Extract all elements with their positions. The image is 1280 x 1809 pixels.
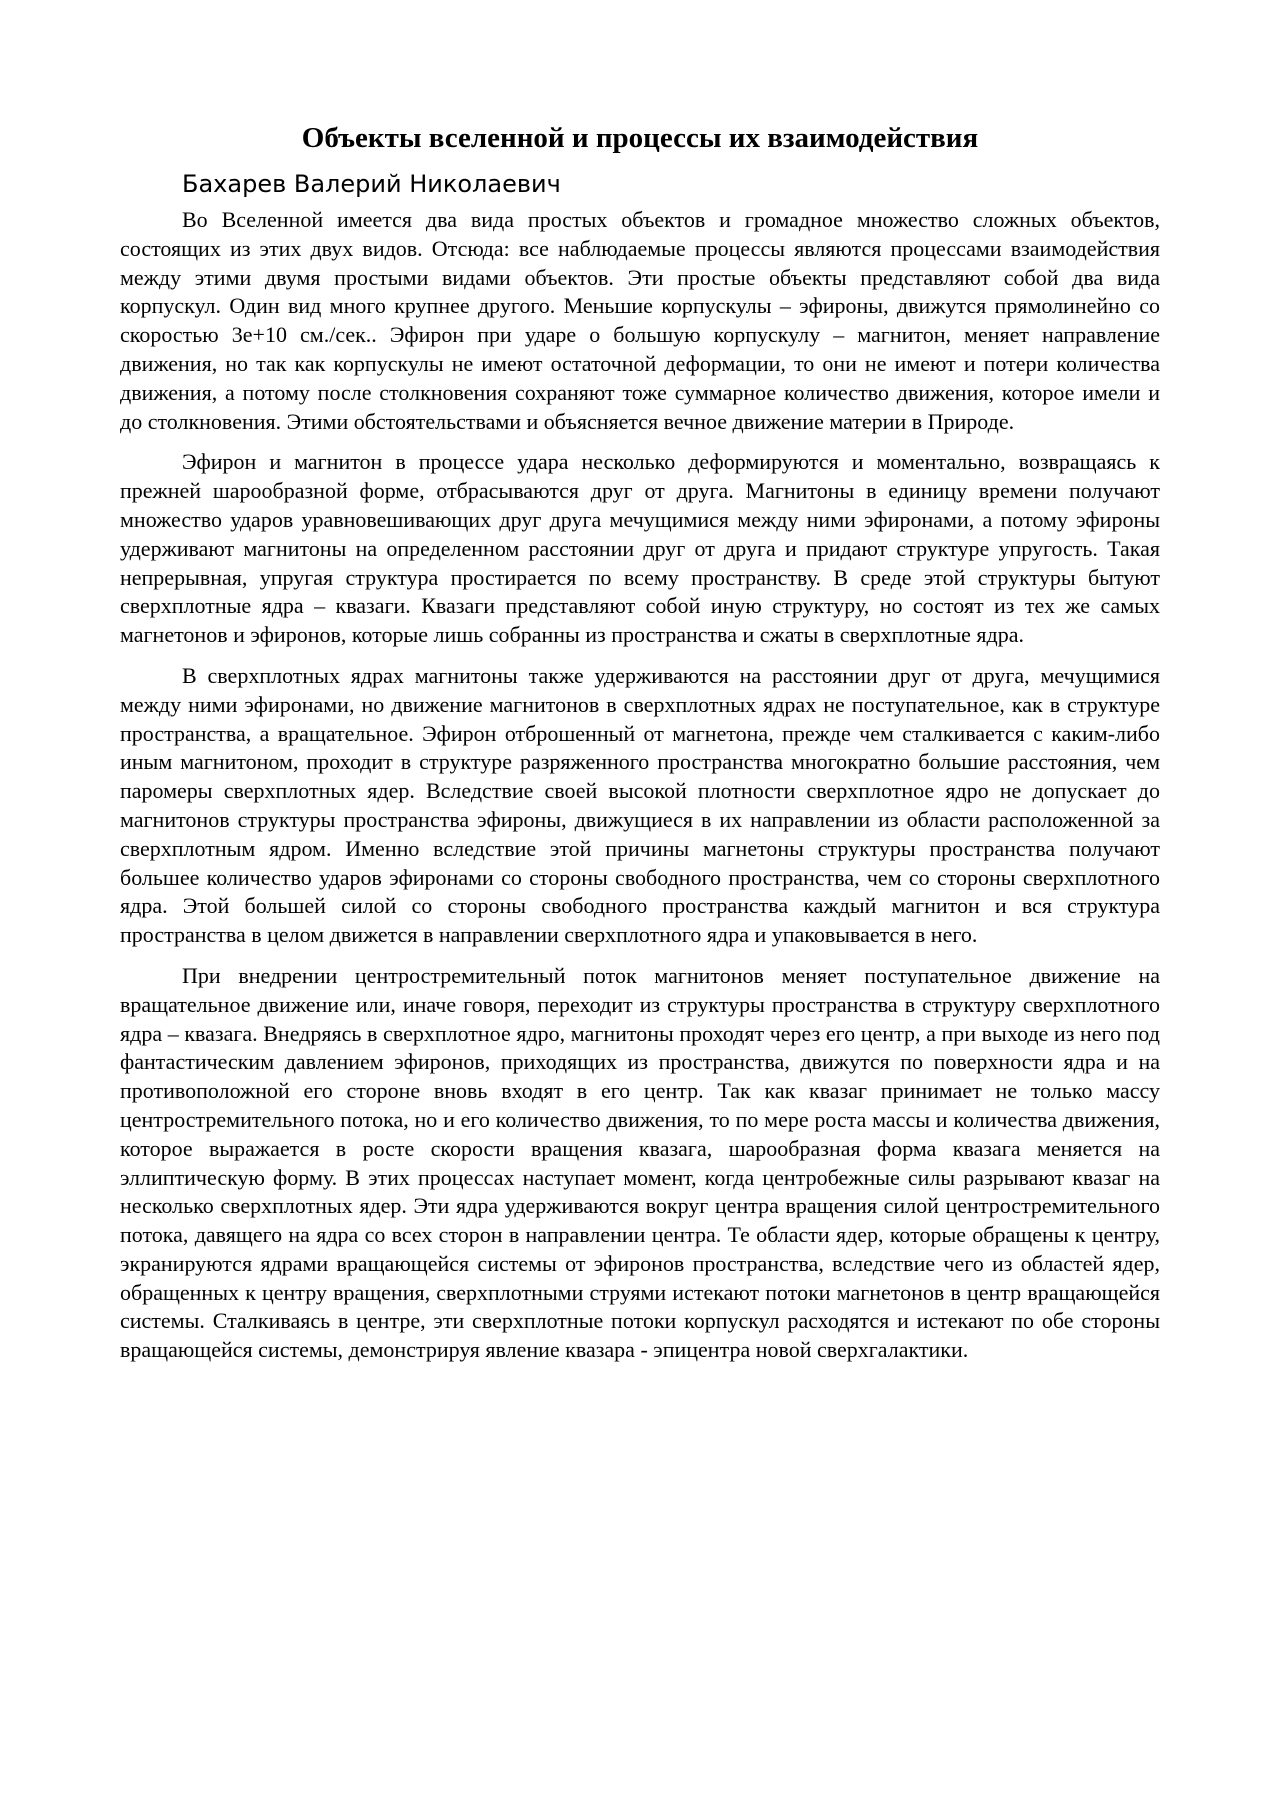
paragraph-1: Во Вселенной имеется два вида простых объектов и громадное множество сложных объектов, состоящих из этих двух видов. Отсюда: все наблюдаемые процессы являются процессами взаимодействия между этими двумя простыми видами объектов. Эти простые объекты представляют собой два вида корпускул. Один вид много крупнее другого. Меньшие корпускулы – эфироны, движутся прямолинейно со скоростью 3е+10 см./сек.. Эфирон при ударе о большую корпускулу – магнитон, меняет направление движения, но так как корпускулы не имеют остаточной деформации, то они не имеют и потери количества движения, а потому после столкновения сохраняют тоже суммарное количество движения, которое имели и до столкновения. Этими обстоятельствами и объясняется вечное движение материи в Природе.: [120, 207, 1160, 434]
document-title: Объекты вселенной и процессы их взаимодействия: [301, 122, 979, 154]
document-page: [120, 118, 1160, 1377]
document-author: Бахарев Валерий Николаевич: [182, 170, 561, 198]
paragraph-2: Эфирон и магнитон в процессе удара несколько деформируются и моментально, возвращаясь к прежней шарообразной форме, отбрасываются друг от друга. Магнитоны в единицу времени получают множество ударов уравновешивающих друг друга мечущимися между ними эфиронами, а потому эфироны удерживают магнитоны на определенном расстоянии друг от друга и придают структуре упругость. Такая непрерывная, упругая структура простирается по всему пространству. В среде этой структуры бытуют сверхплотные ядра – квазаги. Квазаги представляют собой иную структуру, но состоят из тех же самых магнетонов и эфиронов, которые лишь собранны из пространства и сжаты в сверхплотные ядра.: [120, 449, 1160, 648]
paragraph-4: При внедрении центростремительный поток магнитонов меняет поступательное движение на вращательное движение или, иначе говоря, переходит из структуры пространства в структуру сверхплотного ядра – квазага. Внедряясь в сверхплотное ядро, магнитоны проходят через его центр, а при выходе из него под фантастическим давлением эфиронов, приходящих из пространства, движутся по поверхности ядра и на противоположной его стороне вновь входят в его центр. Так как квазаг принимает не только массу центростремительного потока, но и его количество движения, то по мере роста массы и количества движения, которое выражается в росте скорости вращения квазага, шарообразная форма квазага меняется на эллиптическую форму. В этих процессах наступает момент, когда центробежные силы разрывают квазаг на несколько сверхплотных ядер. Эти ядра удерживаются вокруг центра вращения силой центростремительного потока, давящего на ядра со всех сторон в направлении центра. Те области ядер, которые обращены к центру, экранируются ядрами вращающейся системы от эфиронов пространства, вследствие чего из областей ядер, обращенных к центру вращения, сверхплотными струями истекают потоки магнетонов в центр вращающейся системы. Сталкиваясь в центре, эти сверхплотные потоки корпускул расходятся и истекают по обе стороны вращающейся системы, демонстрируя явление квазара - эпицентра новой сверхгалактики.: [120, 962, 1160, 1363]
paragraph-3: В сверхплотных ядрах магнитоны также удерживаются на расстоянии друг от друга, мечущимися между ними эфиронами, но движение магнитонов в сверхплотных ядрах не поступательное, как в структуре пространства, а вращательное. Эфирон отброшенный от магнетона, прежде чем сталкивается с каким-либо иным магнитоном, проходит в структуре разряженного пространства многократно большие расстояния, чем паромеры сверхплотных ядер. Вследствие своей высокой плотности сверхплотное ядро не допускает до магнитонов структуры пространства эфироны, движущиеся в их направлении из области расположенной за сверхплотным ядром. Именно вследствие этой причины магнетоны структуры пространства получают большее количество ударов эфиронами со стороны свободного пространства, чем со стороны сверхплотного ядра. Этой большей силой со стороны свободного пространства каждый магнитон и вся структура пространства в целом движется в направлении сверхплотного ядра и упаковывается в него.: [120, 662, 1160, 948]
